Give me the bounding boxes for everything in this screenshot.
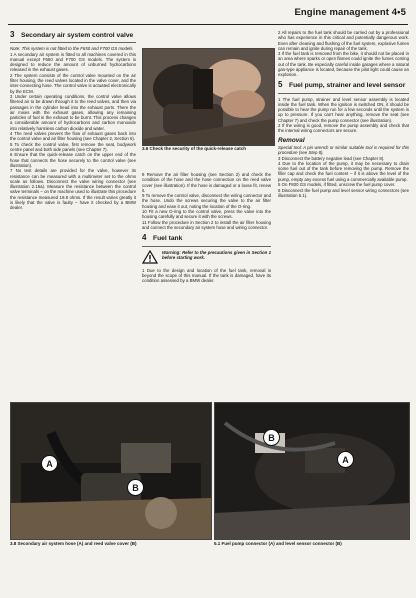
callout-b: B [263,429,280,446]
warning-icon [142,250,158,264]
paragraph: 10 Fit a new O-ring to the control valve, press the valve into the housing carefully and secure it with the screws. [142,209,271,220]
paragraph: 11 Follow the procedure in Section 2 to install the air filter housing and connect the secondary air system hose and wiring connector. [142,219,271,231]
section-title: Fuel tank [153,235,183,243]
left-column [10,30,136,210]
callout-b: B [127,479,144,496]
section-3-heading [10,32,136,43]
paragraph: 3 Under certain operating conditions, the control valve allows filtered air to be drawn through it to the reed valves, and then via passages in the cylinder head into the exhaust ports. There the air mixes with the exhaust gases, allowing any remaining particles of fuel in the exhaust to be burnt. This process changes a considerable amount of hydrocarbons and carbon monoxide into relatively harmless carbon dioxide and water. [10,94,136,131]
engine-photo [143,49,274,145]
right-column [278,30,409,198]
section-number: 3 [10,30,15,39]
warning-text: Warning: Refer to the precautions given in Section 1 before starting work. [162,249,271,260]
caption-5-1: 5.1 Fuel pump connector (A) and level sensor connector (B) [214,541,342,546]
paragraph: 1 Due to the design and location of the fuel tank, removal is beyond the scope of this manual. If the tank is damaged, have its condition assessed by a BMW dealer. [142,267,271,284]
section-4-heading [142,235,271,246]
paragraph: 8 Remove the air filter housing (see Section 2) and check the condition of the hose and the hose connection on the reed valve cover (see illustration). If the hose is damaged or a loose fit, renew it. [142,172,271,193]
paragraph: 2 The system consists of the control valve mounted on the air filter housing, the reed valves located in the valve cover, and the inter-connecting hose. The control valve is actuated electronically by the ECM. [10,72,136,94]
photo-fuel-pump-connector [214,402,410,540]
paragraph: 9 To remove the control valve, disconnect the wiring connector and the hose. Undo the screws securing the valve to the air filter housing and ease it out, noting the location of the O-ring. [142,193,271,209]
page-header [8,0,408,25]
section-number: 4 [142,233,147,243]
paragraph: 5 To check the control valve, first remove the seat, bodywork centre panel and both side panels (see Chapter 7). [10,141,136,152]
paragraph: 4 The reed valves prevent the flow of exhaust gases back into the control valve and air filter housing (see Chapter 2, Section 6). [10,130,136,142]
engine-photo [215,403,409,539]
paragraph: 3 If the fuel tank is removed from the bike, it should not be placed in an area where sparks or open flames could ignite the fumes coming out of the tank. Be especially careful inside garages where a natural gas-type appliance is located, because the pilot light could cause an explosion. [278,51,409,78]
note-text: Note: This system is not fitted to the F650 and F700 GS models. [10,46,134,52]
paragraph: 3 Disconnect the battery negative lead (see Chapter 8). [278,155,385,161]
callout-a: A [41,455,58,472]
section-number: 5 [278,80,283,90]
section-5-heading [278,82,409,93]
photo-secondary-air-hose [10,402,212,540]
engine-photo [11,403,211,539]
section-title: Fuel pump, strainer and level sensor [289,82,406,90]
middle-column [142,172,271,283]
section-title: Secondary air system control valve [21,32,134,39]
removal-heading: Removal [278,136,305,144]
paragraph: 7 No test details are provided for the valve, however its resistance can be measured with a multimeter set to the ohms scale as follows. Disconnect the valve wiring connector (see illustration 2.15a). Measure the resistance between the control valve terminals – on the machine used to illustrate this procedure the resistance measured 19.8 ohms. If the result varies greatly it is likely that the valve is faulty – have it checked by a BMW dealer. [10,168,136,211]
page-title: Engine management 4•5 [294,7,406,18]
special-tool-text: Special tool: A pin wrench or similar suitable tool is required for this procedure (see Step 8). [278,144,409,156]
caption-3-6: 3.6 Check the security of the quick-release catch [142,146,247,151]
warning-box [142,250,271,264]
caption-3-8: 3.8 Secondary air system hose (A) and reed valve cover (B) [10,541,137,546]
paragraph: 1 The fuel pump, strainer and level sensor assembly is located inside the fuel tank. When the ignition is switched ON, it should be possible to hear the pump run for a few seconds until the system is up to pressure. If you can't hear anything, remove the seat (see Chapter 7) and check the pump connector (see illustration). [278,96,409,123]
paragraph: 6 Ensure that the quick-release catch on the upper end of the hose that connects the hose securely to the control valve (see illustration). [10,152,136,168]
photo-quick-release-catch [142,48,275,146]
paragraph: 5 On F800 GS models, if fitted, unscrew the fuel pump cover. [278,182,396,188]
paragraph: 2 All repairs to the fuel tank should be carried out by a professional who has experience in this critical and potentially dangerous work. Even after cleaning and flushing of the fuel system, explosive fumes can remain and ignite during repair of the tank. [278,30,409,51]
paragraph: 6 Disconnect the fuel pump and level sensor wiring connectors (see illustration 5.1). [278,187,409,198]
paragraph: 1 A secondary air system is fitted to all machines covered in this manual except F650 and F700 GS models. The system is designed to reduce the amount of unburned hydrocarbons released in the exhaust gases. [10,51,136,73]
paragraph: 4 Due to the location of the pump, it may be necessary to drain some fuel out of the tank before removing the pump. Remove the filler cap and check the fuel content – if it is above the level of the pump, empty any excess fuel using a commercially available pump. [278,160,409,182]
paragraph: 2 If the wiring is good, remove the pump assembly and check that the internal wiring connectors are secure. [278,123,409,134]
callout-a: A [337,451,354,468]
